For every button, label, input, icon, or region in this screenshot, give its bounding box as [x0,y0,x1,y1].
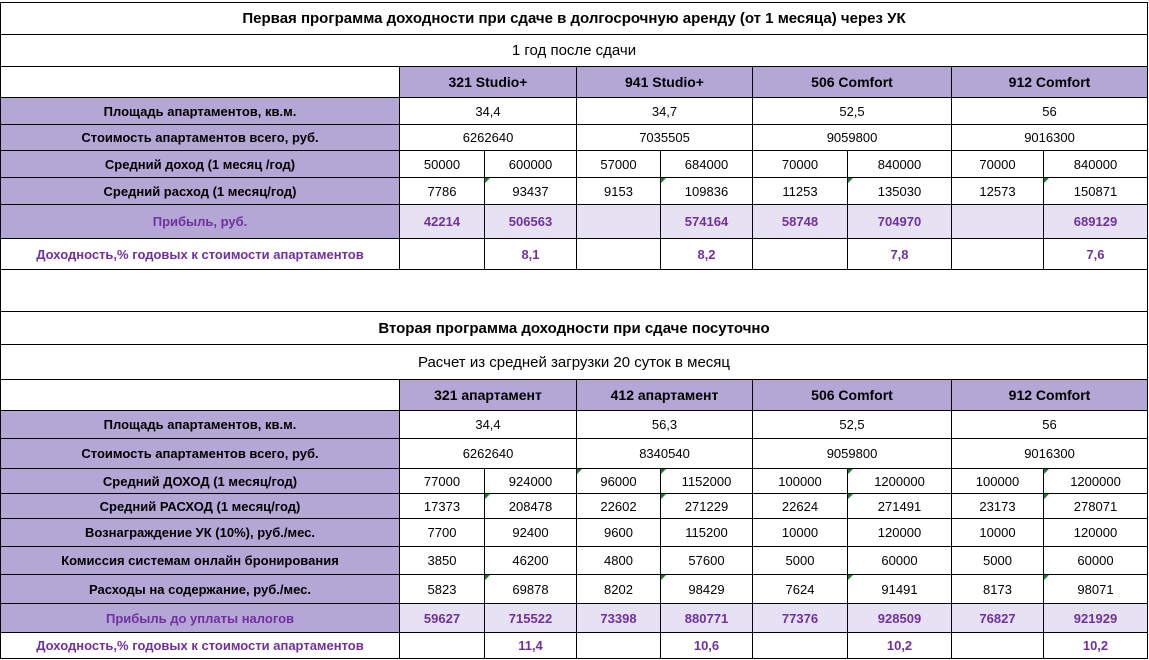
cell: 60000 [848,547,952,575]
cell: 271229 [661,494,753,519]
cell: 9016300 [952,439,1148,469]
cell: 574164 [661,205,753,239]
cell [577,205,661,239]
cell: 120000 [848,519,952,547]
cell: 70000 [952,151,1044,178]
cell: 98071 [1044,575,1148,604]
p2-row-income [0,469,1148,494]
p1-title-row [0,2,1148,35]
cell: 600000 [485,151,577,178]
p2-col-header: 506 Comfort [753,380,952,411]
cell: 96000 [577,469,661,494]
cell: 8202 [577,575,661,604]
p1-row-area [0,98,1148,125]
row-label: Площадь апартаментов, кв.м. [0,98,400,125]
cell: 684000 [661,151,753,178]
cell: 42214 [400,205,485,239]
cell [952,239,1044,270]
cell: 7035505 [577,125,753,151]
cell: 76827 [952,604,1044,633]
cell [753,239,848,270]
cell: 50000 [400,151,485,178]
p2-row-maintenance [0,575,1148,604]
cell: 921929 [1044,604,1148,633]
p2-subtitle-row [0,345,1148,380]
p2-title-row [0,312,1148,345]
cell: 120000 [1044,519,1148,547]
row-label: Средний расход (1 месяц/год) [0,178,400,205]
p2-row-fee [0,519,1148,547]
cell [577,633,661,659]
p1-col-header: 941 Studio+ [577,67,753,98]
cell: 8173 [952,575,1044,604]
cell: 924000 [485,469,577,494]
cell: 77000 [400,469,485,494]
cell: 100000 [952,469,1044,494]
cell: 208478 [485,494,577,519]
cell: 689129 [1044,205,1148,239]
cell: 70000 [753,151,848,178]
p1-row-expense [0,178,1148,205]
p2-row-commission [0,547,1148,575]
p2-row-area [0,411,1148,439]
cell: 4800 [577,547,661,575]
cell: 56,3 [577,411,753,439]
row-label: Прибыль до уплаты налогов [0,604,400,633]
p2-col-header: 321 апартамент [400,380,577,411]
cell: 69878 [485,575,577,604]
p1-subtitle: 1 год после сдачи [0,35,1148,67]
cell: 46200 [485,547,577,575]
p1-header-row [0,67,1148,98]
spacer-row [0,270,1148,312]
cell: 11,4 [485,633,577,659]
cell: 60000 [1044,547,1148,575]
cell: 10,2 [1044,633,1148,659]
cell: 704970 [848,205,952,239]
p1-col-header: 321 Studio+ [400,67,577,98]
cell: 7624 [753,575,848,604]
cell: 34,4 [400,98,577,125]
cell: 98429 [661,575,753,604]
cell: 58748 [753,205,848,239]
cell: 34,4 [400,411,577,439]
cell: 115200 [661,519,753,547]
p1-subtitle-row [0,35,1148,67]
cell: 880771 [661,604,753,633]
cell [952,205,1044,239]
cell: 5000 [753,547,848,575]
cell: 11253 [753,178,848,205]
cell: 22602 [577,494,661,519]
cell: 928509 [848,604,952,633]
p2-row-cost [0,439,1148,469]
p2-row-expense [0,494,1148,519]
cell: 34,7 [577,98,753,125]
cell: 22624 [753,494,848,519]
cell: 6262640 [400,439,577,469]
cell: 150871 [1044,178,1148,205]
p2-col-header: 412 апартамент [577,380,753,411]
p1-row-income [0,151,1148,178]
cell: 9600 [577,519,661,547]
row-label: Стоимость апартаментов всего, руб. [0,125,400,151]
p2-header-blank [0,380,400,411]
cell: 7,6 [1044,239,1148,270]
p1-row-profit [0,205,1148,239]
cell: 8340540 [577,439,753,469]
cell: 9016300 [952,125,1148,151]
cell: 10,6 [661,633,753,659]
p2-row-yield [0,633,1148,659]
cell: 1200000 [1044,469,1148,494]
cell: 73398 [577,604,661,633]
cell: 5823 [400,575,485,604]
cell: 3850 [400,547,485,575]
p1-col-header: 506 Comfort [753,67,952,98]
cell: 8,1 [485,239,577,270]
cell: 10000 [952,519,1044,547]
row-label: Площадь апартаментов, кв.м. [0,411,400,439]
cell [400,239,485,270]
cell: 1200000 [848,469,952,494]
row-label: Прибыль, руб. [0,205,400,239]
cell: 278071 [1044,494,1148,519]
row-label: Вознаграждение УК (10%), руб./мес. [0,519,400,547]
cell: 56 [952,98,1148,125]
p2-row-profit [0,604,1148,633]
cell: 56 [952,411,1148,439]
cell: 135030 [848,178,952,205]
row-label: Расходы на содержание, руб./мес. [0,575,400,604]
cell: 271491 [848,494,952,519]
cell: 52,5 [753,411,952,439]
cell: 9059800 [753,439,952,469]
cell: 840000 [1044,151,1148,178]
cell: 9153 [577,178,661,205]
cell: 9059800 [753,125,952,151]
cell: 77376 [753,604,848,633]
cell: 91491 [848,575,952,604]
row-label: Средний доход (1 месяц /год) [0,151,400,178]
row-label: Комиссия системам онлайн бронирования [0,547,400,575]
cell: 23173 [952,494,1044,519]
p1-col-header: 912 Comfort [952,67,1148,98]
cell: 59627 [400,604,485,633]
spacer-cell [0,270,1148,312]
p2-title: Вторая программа доходности при сдаче посуточно [0,312,1148,345]
cell: 57000 [577,151,661,178]
cell: 715522 [485,604,577,633]
cell: 5000 [952,547,1044,575]
cell [577,239,661,270]
cell: 1152000 [661,469,753,494]
cell: 506563 [485,205,577,239]
p1-title: Первая программа доходности при сдаче в долгосрочную аренду (от 1 месяца) через УК [0,2,1148,35]
p1-header-blank [0,67,400,98]
cell: 8,2 [661,239,753,270]
cell: 840000 [848,151,952,178]
p2-header-row [0,380,1148,411]
cell: 7700 [400,519,485,547]
cell: 93437 [485,178,577,205]
row-label: Стоимость апартаментов всего, руб. [0,439,400,469]
cell [753,633,848,659]
p2-col-header: 912 Comfort [952,380,1148,411]
cell: 12573 [952,178,1044,205]
p1-row-cost [0,125,1148,151]
cell: 7786 [400,178,485,205]
cell: 92400 [485,519,577,547]
cell: 100000 [753,469,848,494]
p2-subtitle: Расчет из средней загрузки 20 суток в месяц [0,345,1148,380]
cell [952,633,1044,659]
cell: 17373 [400,494,485,519]
cell: 7,8 [848,239,952,270]
cell: 52,5 [753,98,952,125]
row-label: Доходность,% годовых к стоимости апартаментов [0,239,400,270]
cell [400,633,485,659]
row-label: Средний РАСХОД (1 месяц/год) [0,494,400,519]
row-label: Средний ДОХОД (1 месяц/год) [0,469,400,494]
cell: 10,2 [848,633,952,659]
row-label: Доходность,% годовых к стоимости апартаментов [0,633,400,659]
cell: 109836 [661,178,753,205]
cell: 6262640 [400,125,577,151]
p1-row-yield [0,239,1148,270]
cell: 10000 [753,519,848,547]
cell: 57600 [661,547,753,575]
